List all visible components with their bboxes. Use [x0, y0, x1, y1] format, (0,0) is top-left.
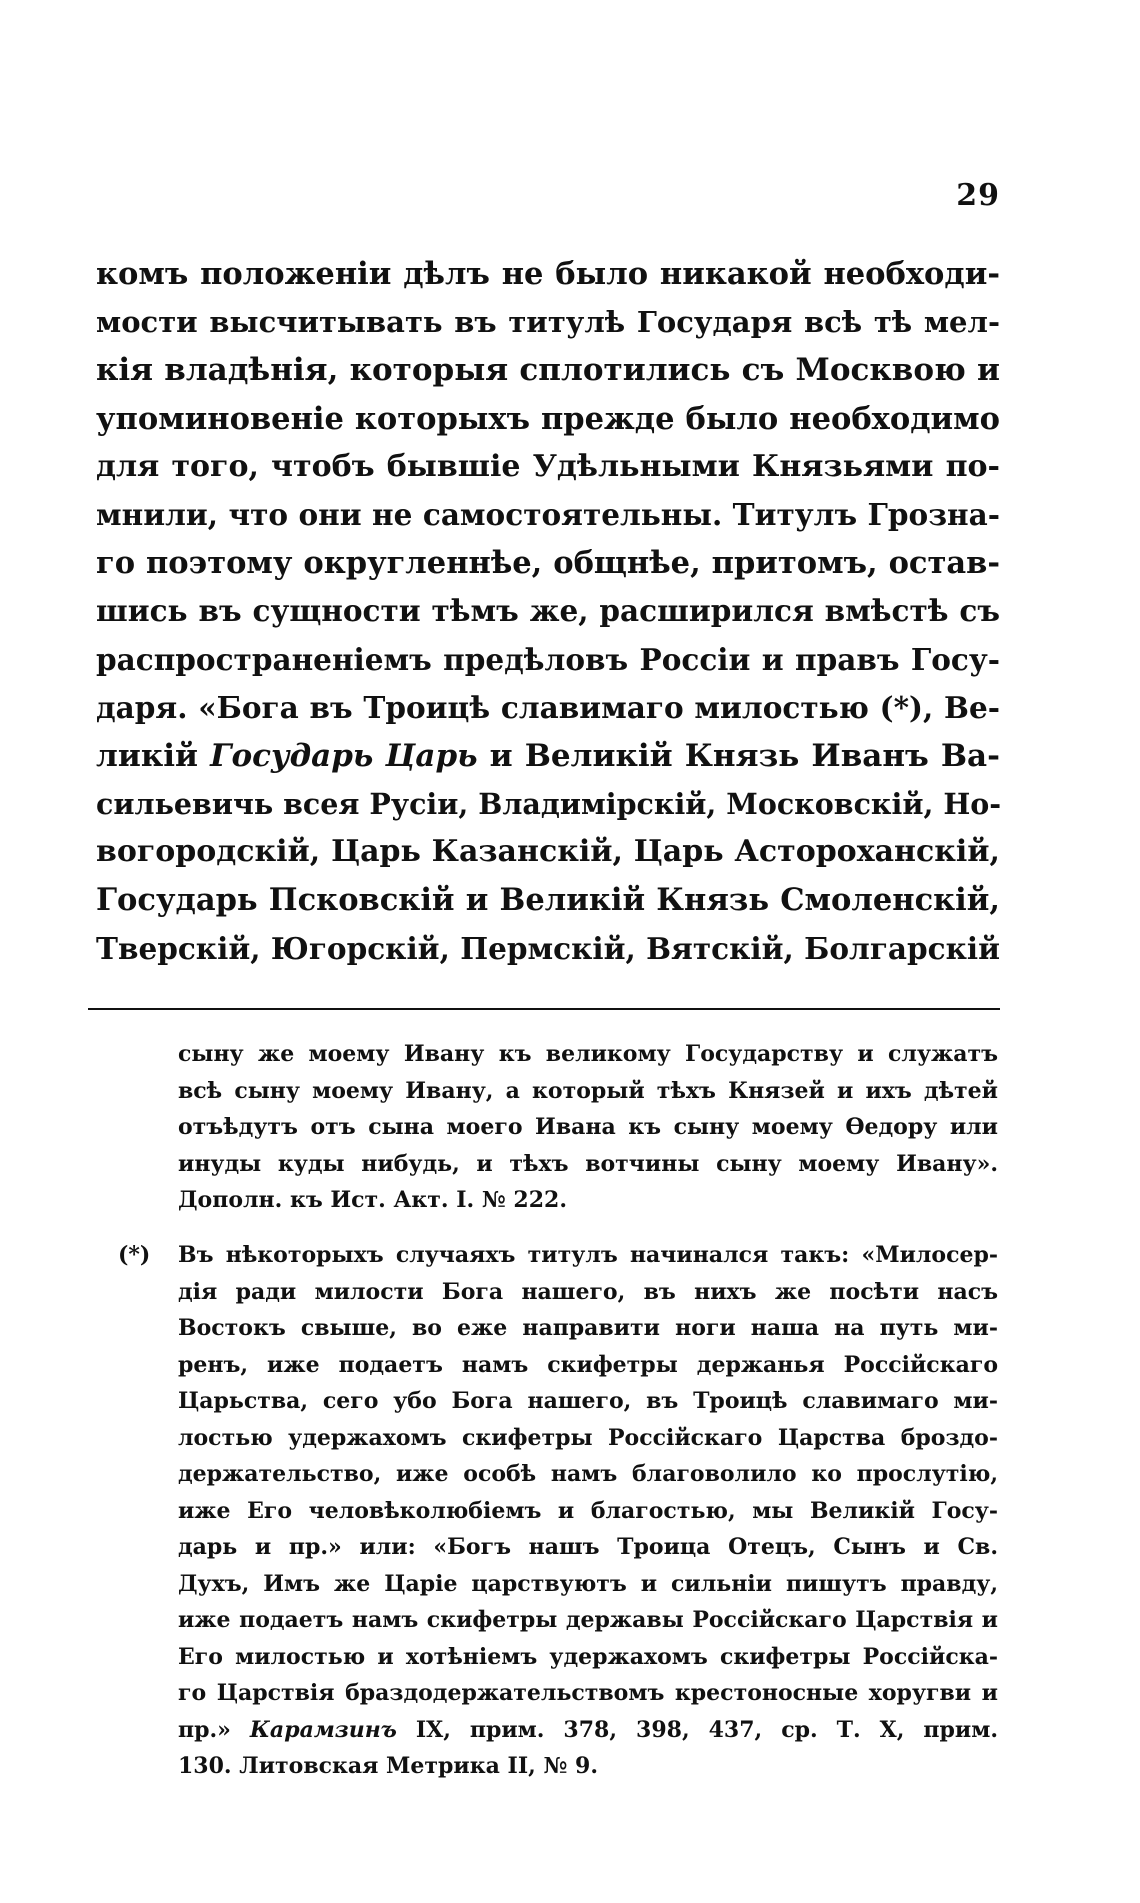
text-line: го поэтому округленнѣе, общнѣе, притомъ, остав- — [96, 545, 1000, 582]
footnote-line: всѣ сыну моему Ивану, а который тѣхъ Князей и ихъ дѣтей — [178, 1077, 998, 1104]
text-segment: IX, прим. 378, 398, 437, ср. Т. X, прим. — [415, 1716, 998, 1743]
text-line: мнили, что они не самостоятельны. Титулъ Грозна- — [96, 496, 1000, 532]
footnote-note — [178, 1237, 998, 1785]
footnote-line: иже Его человѣколюбіемъ и благостью, мы Великій Госу- — [178, 1497, 998, 1524]
footnote-line: дія ради милости Бога нашего, въ нихъ же посѣти насъ — [178, 1278, 998, 1305]
italic-author: Карамзинъ — [249, 1716, 397, 1743]
footnote-line: 130. Литовская Метрика II, № 9. — [178, 1753, 598, 1779]
footnote-divider — [88, 1008, 1000, 1010]
text-line: мости высчитывать въ титулѣ Государя всѣ тѣ мел- — [96, 305, 1000, 340]
text-line: упоминовеніе которыхъ прежде было необходимо — [96, 400, 1000, 437]
main-text — [96, 250, 1000, 973]
footnote-line: го Царствія браздодержательствомъ крестоносные хоругви и — [178, 1680, 998, 1706]
text-segment: ликій — [96, 737, 199, 774]
footnote-line: лостью удержахомъ скифетры Россійскаго Царства броздо- — [178, 1424, 998, 1451]
footnote-line: отъѣдутъ отъ сына моего Ивана къ сыну моему Ѳедору или — [178, 1114, 998, 1140]
footnote-line: Его милостью и хотѣніемъ удержахомъ скифетры Россійска- — [178, 1643, 998, 1670]
footnote-line: Востокъ свыше, во еже направити ноги наша на путь ми- — [178, 1315, 998, 1341]
footnote-continued — [178, 1036, 998, 1219]
footnote-line: Дополн. къ Ист. Акт. I. № 222. — [178, 1187, 568, 1213]
footnote-line: иже подаетъ намъ скифетры державы Россійскаго Царствія и — [178, 1607, 998, 1633]
text-line: даря. «Бога въ Троицѣ славимаго милостью (*), Ве- — [96, 689, 1000, 725]
text-line: Государь Псковскій и Великій Князь Смоленскій, — [96, 882, 1000, 919]
text-segment: и Великій Князь Иванъ Ва- — [489, 737, 1001, 774]
text-line: Тверскій, Югорскій, Пермскій, Вятскій, Болгарскій — [96, 930, 1000, 966]
footnote-line: Царьства, сего убо Бога нашего, въ Троицѣ славимаго ми- — [178, 1388, 998, 1414]
text-line-mixed — [96, 732, 1000, 780]
footnote-line: Духъ, Имъ же Царіе царствуютъ и сильніи пишутъ правду, — [178, 1570, 998, 1597]
italic-title: Государь Царь — [210, 737, 478, 774]
footnote-line: держательство, иже особѣ намъ благоволило ко прослутію, — [178, 1461, 998, 1487]
text-line: распространеніемъ предѣловъ Россіи и правъ Госу- — [96, 641, 1000, 677]
footnote-line: сыну же моему Ивану къ великому Государству и служатъ — [178, 1041, 998, 1067]
text-line: вогородскій, Царь Казанскій, Царь Астороханскій, — [96, 834, 1000, 870]
text-line: кія владѣнія, которыя сплотились съ Москвою и — [96, 352, 1000, 389]
text-line: комъ положеніи дѣлъ не было никакой необходи- — [96, 256, 1000, 292]
footnote-line: ренъ, иже подаетъ намъ скифетры держанья Россійскаго — [178, 1351, 998, 1378]
footnote-line: инуды куды нибудь, и тѣхъ вотчины сыну моему Ивану». — [178, 1150, 998, 1177]
text-line: шись въ сущности тѣмъ же, расширился вмѣстѣ съ — [96, 593, 1000, 629]
footnote-line-mixed — [178, 1712, 998, 1749]
text-line: сильевичь всея Русіи, Владимірскій, Московскій, Но- — [96, 787, 1002, 822]
text-line: для того, чтобъ бывшіе Удѣльными Князьями по- — [96, 448, 1000, 484]
page-number: 29 — [956, 178, 1000, 213]
footnote-marker: (*) — [118, 1242, 151, 1268]
text-segment: пр.» — [178, 1716, 231, 1743]
footnote-line: Въ нѣкоторыхъ случаяхъ титулъ начинался такъ: «Милосер- — [178, 1242, 998, 1268]
footnote-line: дарь и пр.» или: «Богъ нашъ Троица Отецъ, Сынъ и Св. — [178, 1534, 998, 1560]
